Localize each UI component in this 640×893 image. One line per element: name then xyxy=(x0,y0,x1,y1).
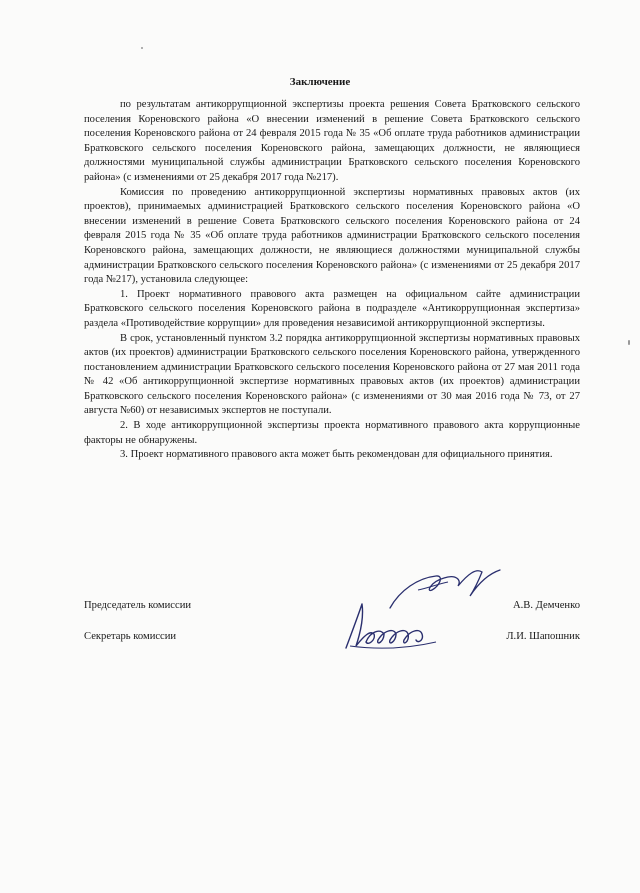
paragraph-intro: по результатам антикоррупционной экспертизы проекта решения Совета Братковского сельского поселения Кореновского района «О внесении изменений в решение Совета Братковского сельского поселения Кореновского района от 24 февраля 2015 года № 35 «Об оплате труда работников администрации Братковского сельского поселения Кореновского района, замещающих должности, не являющиеся должностями муниципальной службы администрации Братковского сельского поселения Кореновского района» (с изменениями от 25 декабря 2017 года №217). xyxy=(84,99,580,183)
paragraph-item-1: 1. Проект нормативного правового акта размещен на официальном сайте администрации Братковского сельского поселения Кореновского района в подразделе «Антикоррупционная экспертиза» раздела «Противодействие коррупции» для проведения независимой антикоррупционной экспертизы. xyxy=(84,288,580,329)
signature-role: Председатель комиссии xyxy=(84,600,192,611)
signature-name: Л.И. Шапошник xyxy=(506,631,580,642)
paragraph-item-2: 2. В ходе антикоррупционной экспертизы проекта нормативного правового акта коррупционные факторы не обнаружены. xyxy=(84,420,580,446)
handwritten-signature-secretary xyxy=(340,596,440,656)
paragraph-deadline: В срок, установленный пунктом 3.2 порядка антикоррупционной экспертизы нормативных правовых актов (их проектов) администрации Братковского сельского поселения Кореновского района, утвержденного постановлением администрации Братковского сельского поселения Кореновского района от 27 мая 2011 года № 42 «Об антикоррупционной экспертизе нормативных правовых актов (их проектов) администрации Братковского сельского поселения Кореновского района» (с изменениями от 30 мая 2016 года № 73, от 27 августа №60) от независимых экспертов не поступали. xyxy=(84,332,580,417)
document-title: Заключение xyxy=(289,76,351,88)
scan-speck xyxy=(628,340,630,345)
scan-speck xyxy=(141,47,143,49)
document-body xyxy=(84,98,580,463)
paragraph-commission: Комиссия по проведению антикоррупционной экспертизы нормативных правовых актов (их проектов), принимаемых администрацией Братковского сельского поселения Кореновского района «О внесении изменений в решение Совета Братковского сельского поселения Кореновского района от 24 февраля 2015 года № 35 «Об оплате труда работников администрации Братковского сельского поселения Кореновского района, замещающих должности, не являющиеся должностями муниципальной службы администрации Братковского сельского поселения Кореновского района» (с изменениями от 25 декабря 2017 года №217), установила следующее: xyxy=(84,186,580,286)
signature-role: Секретарь комиссии xyxy=(84,631,177,642)
signature-name: А.В. Демченко xyxy=(512,600,580,611)
paragraph-item-3: 3. Проект нормативного правового акта может быть рекомендован для официального принятия. xyxy=(120,449,553,461)
